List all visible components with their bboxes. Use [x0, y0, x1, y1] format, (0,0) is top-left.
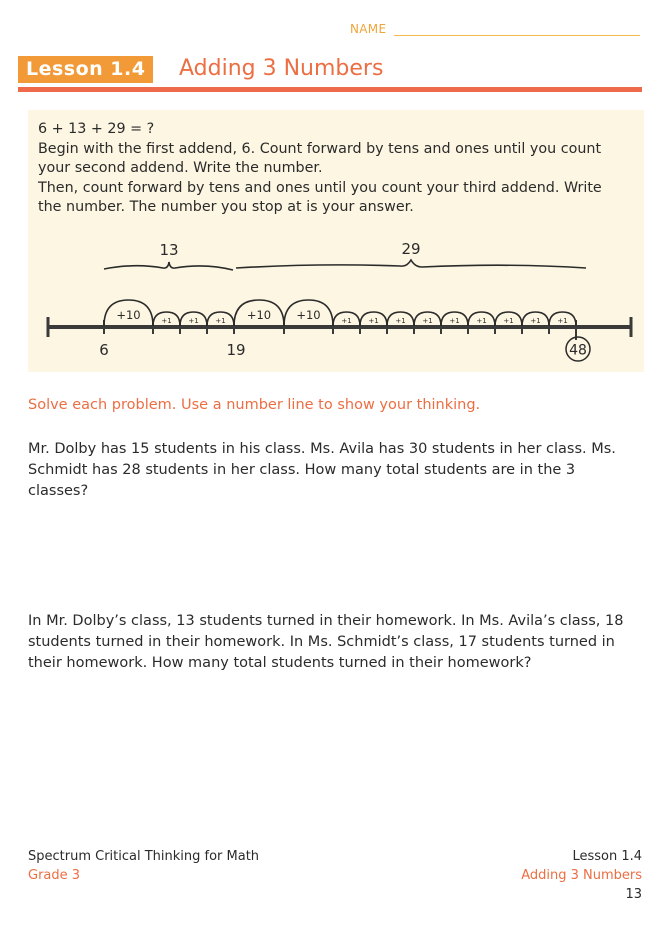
brace-label-29: 29	[401, 240, 421, 258]
jump-label: +1	[368, 317, 379, 325]
example-instructions	[38, 120, 638, 218]
lesson-badge: Lesson 1.4	[18, 56, 153, 83]
jump-label: +1	[215, 317, 226, 325]
jump-label: +1	[341, 317, 352, 325]
jump-label: +1	[449, 317, 460, 325]
jump-label: +10	[296, 308, 321, 322]
footer-lesson-title: Adding 3 Numbers	[521, 868, 642, 883]
worked-example-box	[28, 110, 644, 372]
example-line: Then, count forward by tens and ones until you count your third addend. Write	[38, 179, 602, 196]
lesson-title: Adding 3 Numbers	[179, 56, 384, 81]
example-line: the number. The number you stop at is your answer.	[38, 199, 414, 215]
jump-label: +1	[476, 317, 487, 325]
name-input-line[interactable]	[394, 21, 640, 36]
header-divider	[18, 87, 642, 92]
jump-label: +1	[557, 317, 568, 325]
name-label: NAME	[350, 22, 387, 36]
footer-grade: Grade 3	[28, 868, 81, 883]
footer-lesson: Lesson 1.4	[572, 849, 642, 864]
footer-left	[28, 847, 259, 885]
jump-label: +1	[395, 317, 406, 325]
footer-book-title: Spectrum Critical Thinking for Math	[28, 849, 260, 864]
jump-label: +1	[161, 317, 172, 325]
jump-label: +1	[422, 317, 433, 325]
jump-label: +10	[246, 308, 272, 322]
jump-label: +1	[530, 317, 541, 325]
instructions-text: Solve each problem. Use a number line to show your thinking.	[28, 397, 481, 413]
lesson-header	[18, 55, 642, 91]
jump-label: +1	[188, 317, 199, 325]
word-problem-1: Mr. Dolby has 15 students in his class. Ms. Avila has 30 students in her class. Ms. Schmidt has 28 students in her class. How many total students are in the 3 classes?	[28, 441, 616, 499]
word-problem-2: In Mr. Dolby’s class, 13 students turned in their homework. In Ms. Avila’s class, 18 students turned in their homework. In Ms. Schmidt’s class, 17 students turned in their homework. How many total students turned in their homework?	[28, 613, 624, 671]
jump-label: +10	[116, 308, 141, 322]
example-line: your second addend. Write the number.	[38, 160, 323, 176]
start-value-label: 6	[99, 341, 109, 359]
page-number: 13	[625, 887, 642, 902]
jump-label: +1	[503, 317, 514, 325]
midpoint-value-label: 19	[226, 341, 246, 359]
footer-right	[521, 847, 642, 904]
name-field-row	[350, 16, 640, 36]
example-equation: 6 + 13 + 29 = ?	[38, 121, 155, 137]
example-line: Begin with the first addend, 6. Count forward by tens and ones until you count	[38, 140, 602, 157]
answer-value-label: 48	[569, 342, 587, 359]
brace-label-13: 13	[159, 241, 179, 259]
